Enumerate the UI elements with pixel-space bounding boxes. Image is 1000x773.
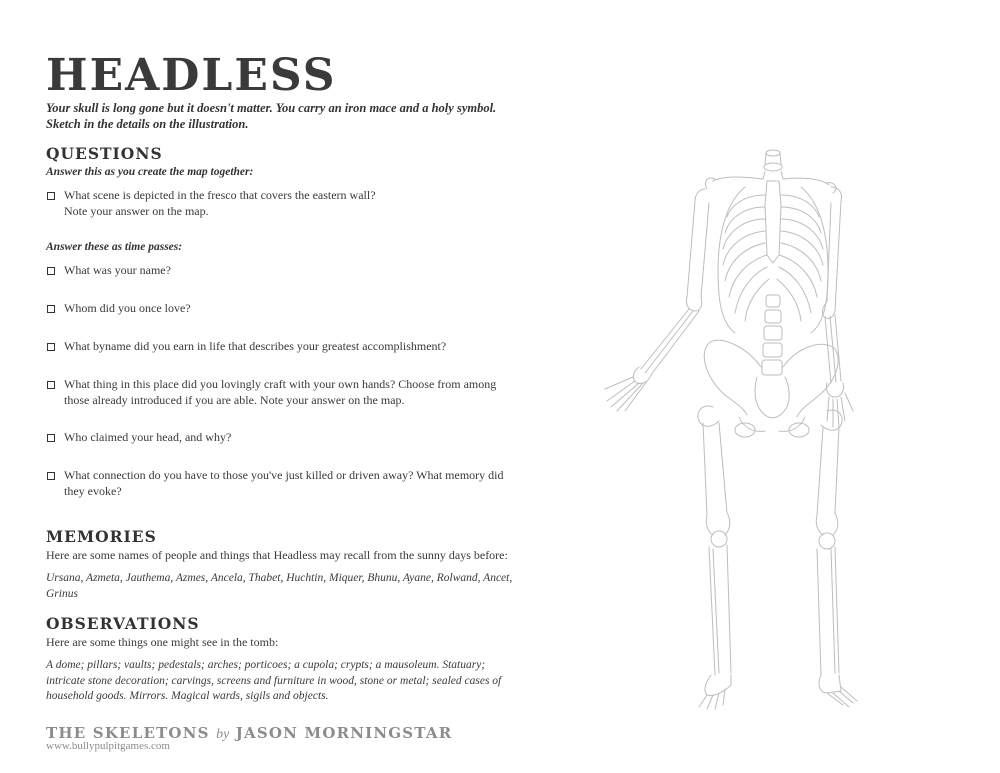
question-text: What thing in this place did you lovingly craft with your own hands? Choose from among those already introduced if you are able. Note your answer on the map. [64, 377, 497, 407]
neck-icon [763, 150, 783, 179]
question-text: Who claimed your head, and why? [64, 430, 232, 444]
author-name: JASON MORNINGSTAR [235, 724, 453, 742]
questions-group1-label: Answer this as you create the map together: [46, 166, 254, 178]
memories-names: Ursana, Azmeta, Jauthema, Azmes, Ancela, Thabet, Huchtin, Miquer, Bhunu, Ayane, Rolwand, Ancet, Grinus [46, 572, 513, 600]
question-item [46, 339, 516, 355]
question-text: What connection do you have to those you've just killed or driven away? What memory did they evoke? [64, 468, 504, 498]
memories-intro: Here are some names of people and things that Headless may recall from the sunny days before: [46, 548, 508, 562]
questions-heading: QUESTIONS [46, 144, 163, 163]
observations-intro: Here are some things one might see in the tomb: [46, 635, 279, 649]
right-hand-icon [826, 383, 853, 427]
question-text: What scene is depicted in the fresco that covers the eastern wall? Note your answer on the map. [64, 188, 376, 218]
left-foot-icon [699, 675, 731, 709]
question-item [46, 377, 516, 408]
headless-skeleton-illustration [595, 145, 865, 715]
by-text: by [216, 727, 230, 742]
intro-line-1: Your skull is long gone but it doesn't matter. You carry an iron mace and a holy symbol. [46, 101, 497, 115]
checkbox[interactable] [47, 267, 55, 275]
intro-line-2: Sketch in the details on the illustration. [46, 116, 249, 131]
checkbox[interactable] [47, 343, 55, 351]
pelvis-icon [704, 340, 838, 437]
book-title: THE SKELETONS [46, 724, 210, 742]
question-item [46, 430, 516, 446]
question-item [46, 301, 516, 317]
spine-icon [762, 295, 782, 375]
observations-list: A dome; pillars; vaults; pedestals; arches; porticoes; a cupola; crypts; a mausoleum. Statuary; intricate stone decoration; carvings, screens and furniture in wood, stone or metal; sealed cases of household goods. Mirrors. Magical wards, sigils and objects. [46, 659, 502, 702]
checkbox[interactable] [47, 434, 55, 442]
memories-heading: MEMORIES [46, 527, 157, 546]
question-text: What byname did you earn in life that describes your greatest accomplishment? [64, 339, 447, 353]
checkbox[interactable] [47, 472, 55, 480]
checkbox[interactable] [47, 305, 55, 313]
question-text: What was your name? [64, 263, 171, 277]
question-item [46, 263, 516, 279]
page-title: HEADLESS [46, 50, 337, 101]
question-text: Whom did you once love? [64, 301, 191, 315]
question-item [46, 468, 516, 499]
checkbox[interactable] [47, 192, 55, 200]
observations-heading: OBSERVATIONS [46, 614, 200, 633]
question-item [46, 188, 516, 219]
right-foot-icon [819, 675, 857, 707]
checkbox[interactable] [47, 381, 55, 389]
publisher-url[interactable]: www.bullypulpitgames.com [46, 740, 170, 752]
left-hand-icon [605, 367, 651, 411]
questions-group2-label: Answer these as time passes: [46, 241, 183, 253]
character-intro [46, 101, 516, 132]
